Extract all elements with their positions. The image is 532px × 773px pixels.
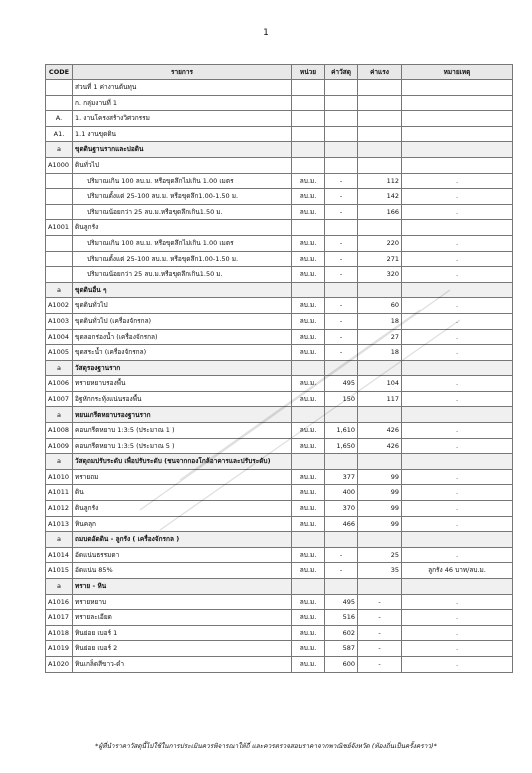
cell-item: ปริมาณตั้งแต่ 25-100 ลบ.ม. หรือขุดลึก1.00-1.50 ม. (73, 251, 292, 267)
cell-material-cost (325, 360, 358, 376)
cell-code: A1016 (46, 594, 73, 610)
cell-remark (402, 80, 513, 96)
cell-remark (402, 282, 513, 298)
table-row (46, 204, 513, 220)
cell-material-cost: 1,610 (325, 423, 358, 439)
cell-unit: ลบ.ม. (292, 469, 325, 485)
cell-material-cost (325, 95, 358, 111)
cell-unit (292, 407, 325, 423)
cell-code: A1020 (46, 656, 73, 672)
cell-remark: . (402, 641, 513, 657)
table-row (46, 235, 513, 251)
cell-code (46, 80, 73, 96)
table-row (46, 329, 513, 345)
cell-remark: . (402, 173, 513, 189)
cell-material-cost: 377 (325, 469, 358, 485)
cell-unit: ลบ.ม. (292, 625, 325, 641)
table-row (46, 625, 513, 641)
cell-labor-cost: 426 (358, 438, 402, 454)
cell-labor-cost: 142 (358, 189, 402, 205)
table-row (46, 111, 513, 127)
cell-unit (292, 360, 325, 376)
cell-remark: . (402, 267, 513, 283)
table-row (46, 251, 513, 267)
cell-unit (292, 95, 325, 111)
cell-code: a (46, 282, 73, 298)
cell-labor-cost: 99 (358, 501, 402, 517)
cell-labor-cost (358, 126, 402, 142)
cell-material-cost: - (325, 251, 358, 267)
table-row (46, 594, 513, 610)
cell-remark: . (402, 189, 513, 205)
cell-code (46, 95, 73, 111)
cell-labor-cost: 60 (358, 298, 402, 314)
cell-unit (292, 282, 325, 298)
cell-unit: ลบ.ม. (292, 189, 325, 205)
header-labor-cost: ค่าแรง (358, 65, 402, 80)
cell-unit (292, 80, 325, 96)
cell-code: A1013 (46, 516, 73, 532)
cell-remark: . (402, 235, 513, 251)
cell-item: คอนกรีตหยาบ 1:3:5 (ประมาณ 5 ) (73, 438, 292, 454)
cell-remark: . (402, 298, 513, 314)
cell-unit: ลบ.ม. (292, 313, 325, 329)
cell-code: A1015 (46, 563, 73, 579)
cell-item: อิฐหักกระทุ้งแน่นรองพื้น (73, 391, 292, 407)
cell-material-cost: - (325, 189, 358, 205)
table-row (46, 267, 513, 283)
cell-code (46, 173, 73, 189)
cell-item: ขุดลอกร่องน้ำ (เครื่องจักรกล) (73, 329, 292, 345)
cell-labor-cost: 99 (358, 516, 402, 532)
cell-remark: . (402, 625, 513, 641)
cell-material-cost: - (325, 267, 358, 283)
cell-unit (292, 579, 325, 595)
cell-code: A1019 (46, 641, 73, 657)
cell-labor-cost: 25 (358, 547, 402, 563)
cell-code: A1017 (46, 610, 73, 626)
cell-unit: ลบ.ม. (292, 438, 325, 454)
cell-code: A1011 (46, 485, 73, 501)
cell-code: a (46, 532, 73, 548)
cell-labor-cost: - (358, 656, 402, 672)
cell-code: a (46, 142, 73, 158)
cell-remark (402, 95, 513, 111)
cell-material-cost: - (325, 547, 358, 563)
cell-remark: . (402, 391, 513, 407)
cell-unit (292, 532, 325, 548)
cell-item: ปริมาณเกิน 100 ลบ.ม. หรือขุดลึกไม่เกิน 1.00 เมตร (73, 235, 292, 251)
cell-remark (402, 407, 513, 423)
table-row (46, 454, 513, 470)
cell-item: 1. งานโครงสร้างวิศวกรรม (73, 111, 292, 127)
cell-unit: ลบ.ม. (292, 501, 325, 517)
cell-labor-cost (358, 360, 402, 376)
table-row (46, 438, 513, 454)
cell-item: ปริมาณตั้งแต่ 25-100 ลบ.ม. หรือขุดลึก1.00-1.50 ม. (73, 189, 292, 205)
cell-material-cost (325, 157, 358, 173)
cell-unit: ลบ.ม. (292, 594, 325, 610)
cell-material-cost: - (325, 345, 358, 361)
table-row (46, 423, 513, 439)
cell-remark: . (402, 469, 513, 485)
table-row (46, 142, 513, 158)
cell-code: A1010 (46, 469, 73, 485)
cell-code: a (46, 360, 73, 376)
cell-item: หินคลุก (73, 516, 292, 532)
cell-labor-cost (358, 111, 402, 127)
cell-code: A1012 (46, 501, 73, 517)
cell-material-cost: 370 (325, 501, 358, 517)
table-row (46, 485, 513, 501)
cell-item: ทรายหยาบรองพื้น (73, 376, 292, 392)
cell-unit (292, 111, 325, 127)
cell-remark: . (402, 251, 513, 267)
cell-code: a (46, 454, 73, 470)
cell-labor-cost: 99 (358, 485, 402, 501)
cell-remark: . (402, 345, 513, 361)
cell-item: ขุดดินอื่น ๆ (73, 282, 292, 298)
cell-item: ดินทั่วไป (73, 157, 292, 173)
table-row (46, 641, 513, 657)
cell-labor-cost (358, 95, 402, 111)
cell-code: a (46, 579, 73, 595)
cell-code (46, 189, 73, 205)
cell-code: A. (46, 111, 73, 127)
cell-code: A1003 (46, 313, 73, 329)
table-row (46, 189, 513, 205)
cell-unit (292, 454, 325, 470)
table-row (46, 298, 513, 314)
cell-labor-cost (358, 407, 402, 423)
cell-code: A1006 (46, 376, 73, 392)
cell-material-cost (325, 111, 358, 127)
table-row (46, 563, 513, 579)
cell-code (46, 235, 73, 251)
cell-labor-cost: 320 (358, 267, 402, 283)
table-row (46, 345, 513, 361)
cell-labor-cost: - (358, 641, 402, 657)
cell-material-cost: 495 (325, 376, 358, 392)
cell-item: อัดแน่น 85% (73, 563, 292, 579)
cell-labor-cost: 112 (358, 173, 402, 189)
cell-item: ขุดดินทั่วไป (73, 298, 292, 314)
header-remark: หมายเหตุ (402, 65, 513, 80)
cell-remark: . (402, 423, 513, 439)
cell-unit: ลบ.ม. (292, 423, 325, 439)
price-table (45, 64, 513, 673)
cell-material-cost (325, 80, 358, 96)
cell-remark: . (402, 329, 513, 345)
cell-remark: ลูกรัง 46 บาท/ลบ.ม. (402, 563, 513, 579)
table-row (46, 579, 513, 595)
cell-item: ดินลูกรัง (73, 220, 292, 236)
table-row (46, 157, 513, 173)
cell-material-cost: 600 (325, 656, 358, 672)
cell-unit: ลบ.ม. (292, 298, 325, 314)
table-row (46, 391, 513, 407)
table-row (46, 547, 513, 563)
cell-remark (402, 454, 513, 470)
cell-item: ขุดดินฐานรากและบ่อดิน (73, 142, 292, 158)
cell-item: ทรายละเอียด (73, 610, 292, 626)
cell-labor-cost: 166 (358, 204, 402, 220)
cell-labor-cost (358, 80, 402, 96)
cell-material-cost: 602 (325, 625, 358, 641)
cell-code: A1007 (46, 391, 73, 407)
cell-unit: ลบ.ม. (292, 391, 325, 407)
cell-unit: ลบ.ม. (292, 267, 325, 283)
cell-labor-cost: 426 (358, 423, 402, 439)
cell-code: a (46, 407, 73, 423)
cell-unit: ลบ.ม. (292, 610, 325, 626)
table-header-row (46, 65, 513, 80)
cell-material-cost: - (325, 313, 358, 329)
header-item: รายการ (73, 65, 292, 80)
header-code: CODE (46, 65, 73, 80)
cell-item: ปริมาณเกิน 100 ลบ.ม. หรือขุดลึกไม่เกิน 1.00 เมตร (73, 173, 292, 189)
cell-material-cost (325, 407, 358, 423)
cell-unit (292, 142, 325, 158)
cell-item: ปริมาณน้อยกว่า 25 ลบ.ม.หรือขุดลึกเกิน1.50 ม. (73, 267, 292, 283)
table-row (46, 532, 513, 548)
table-row (46, 407, 513, 423)
table-row (46, 80, 513, 96)
cell-material-cost: 150 (325, 391, 358, 407)
table-row (46, 656, 513, 672)
cell-labor-cost: 220 (358, 235, 402, 251)
cell-item: หินย่อย เบอร์ 1 (73, 625, 292, 641)
cell-code: A1001 (46, 220, 73, 236)
header-material-cost: ค่าวัสดุ (325, 65, 358, 80)
cell-labor-cost (358, 579, 402, 595)
cell-material-cost: 516 (325, 610, 358, 626)
cell-remark: . (402, 594, 513, 610)
cell-unit (292, 126, 325, 142)
cell-labor-cost: - (358, 625, 402, 641)
cell-unit: ลบ.ม. (292, 204, 325, 220)
cell-labor-cost: - (358, 610, 402, 626)
cell-unit: ลบ.ม. (292, 563, 325, 579)
cell-labor-cost: 18 (358, 345, 402, 361)
cell-labor-cost: 18 (358, 313, 402, 329)
cell-item: ทราย - หิน (73, 579, 292, 595)
cell-unit: ลบ.ม. (292, 641, 325, 657)
table-row (46, 469, 513, 485)
cell-material-cost: - (325, 298, 358, 314)
cell-item: ปริมาณน้อยกว่า 25 ลบ.ม.หรือขุดลึกเกิน1.50 ม. (73, 204, 292, 220)
cell-item: ขุดดินทั่วไป (เครื่องจักรกล) (73, 313, 292, 329)
cell-remark: . (402, 610, 513, 626)
cell-material-cost: - (325, 329, 358, 345)
cell-item: ส่วนที่ 1 ค่างานต้นทุน (73, 80, 292, 96)
cell-material-cost: 400 (325, 485, 358, 501)
table-row (46, 220, 513, 236)
cell-code (46, 251, 73, 267)
cell-material-cost (325, 532, 358, 548)
cell-labor-cost: 104 (358, 376, 402, 392)
cell-unit: ลบ.ม. (292, 345, 325, 361)
cell-material-cost (325, 282, 358, 298)
cell-code: A1005 (46, 345, 73, 361)
cell-item: หยนเกรีตหยาบรองฐานราก (73, 407, 292, 423)
table-body (46, 80, 513, 673)
cell-material-cost (325, 126, 358, 142)
cell-item: ถมบดอัดดิน - ลูกรัง ( เครื่องจักรกล ) (73, 532, 292, 548)
cell-code (46, 204, 73, 220)
cell-material-cost (325, 142, 358, 158)
cell-labor-cost (358, 282, 402, 298)
cell-unit: ลบ.ม. (292, 656, 325, 672)
cell-item: หินเกล็ดสีขาว-ดำ (73, 656, 292, 672)
cell-item: หินย่อย เบอร์ 2 (73, 641, 292, 657)
cell-material-cost: 587 (325, 641, 358, 657)
cell-unit (292, 157, 325, 173)
cell-remark (402, 126, 513, 142)
cell-labor-cost (358, 142, 402, 158)
cell-item: ก. กลุ่มงานที่ 1 (73, 95, 292, 111)
cell-item: ดินลูกรัง (73, 501, 292, 517)
cell-code: A1009 (46, 438, 73, 454)
cell-item: อัดแน่นธรรมดา (73, 547, 292, 563)
cell-material-cost: - (325, 173, 358, 189)
cell-item: 1.1 งานขุดดิน (73, 126, 292, 142)
cell-item: ขุดสระน้ำ (เครื่องจักรกล) (73, 345, 292, 361)
cell-code: A1008 (46, 423, 73, 439)
cell-remark: . (402, 204, 513, 220)
cell-material-cost: 466 (325, 516, 358, 532)
cell-item: วัสดุถมปรับระดับ เพื่อปรับระดับ (ชนจากกองโกล้อาคารและปรับระดับ) (73, 454, 292, 470)
cell-labor-cost (358, 454, 402, 470)
table-row (46, 173, 513, 189)
table-row (46, 126, 513, 142)
cell-unit: ลบ.ม. (292, 516, 325, 532)
table-row (46, 376, 513, 392)
cell-unit: ลบ.ม. (292, 547, 325, 563)
table-row (46, 610, 513, 626)
cell-item: คอนกรีตหยาบ 1:3:5 (ประมาณ 1 ) (73, 423, 292, 439)
cell-material-cost: - (325, 204, 358, 220)
cell-material-cost (325, 579, 358, 595)
cell-material-cost: - (325, 563, 358, 579)
cell-item: ทรายถม (73, 469, 292, 485)
table-row (46, 95, 513, 111)
cell-remark (402, 157, 513, 173)
cell-unit: ลบ.ม. (292, 173, 325, 189)
cell-material-cost (325, 220, 358, 236)
cell-material-cost (325, 454, 358, 470)
cell-labor-cost: 117 (358, 391, 402, 407)
cell-labor-cost (358, 157, 402, 173)
cell-remark (402, 360, 513, 376)
cell-unit: ลบ.ม. (292, 329, 325, 345)
cell-labor-cost (358, 532, 402, 548)
cell-labor-cost: - (358, 594, 402, 610)
cell-remark (402, 579, 513, 595)
cell-material-cost: 1,650 (325, 438, 358, 454)
cell-labor-cost: 99 (358, 469, 402, 485)
cell-remark: . (402, 656, 513, 672)
page-number: 1 (263, 28, 269, 38)
cell-unit (292, 220, 325, 236)
table-row (46, 282, 513, 298)
cell-material-cost: 495 (325, 594, 358, 610)
table-row (46, 501, 513, 517)
cell-remark: . (402, 501, 513, 517)
cell-remark: . (402, 485, 513, 501)
cell-code: A1004 (46, 329, 73, 345)
cell-labor-cost: 35 (358, 563, 402, 579)
cell-code: A1014 (46, 547, 73, 563)
cell-remark (402, 532, 513, 548)
footnote: *ผู้ที่นำราคาวัสดุนี้ไปใช้ในการประเมินควรพิจารณาให้ถี่ และควรตรวจสอบราคาจากพาณิชย์จังหวัด (ท้องถิ่นเป็นครั้งคราว)* (95, 742, 437, 750)
table-row (46, 313, 513, 329)
cell-item: วัสดุรองฐานราก (73, 360, 292, 376)
cell-code (46, 267, 73, 283)
cell-item: ทรายหยาบ (73, 594, 292, 610)
cell-code: A1. (46, 126, 73, 142)
header-unit: หน่วย (292, 65, 325, 80)
cell-remark: . (402, 516, 513, 532)
cell-remark: . (402, 376, 513, 392)
cell-unit: ลบ.ม. (292, 485, 325, 501)
cell-item: ดิน (73, 485, 292, 501)
cell-labor-cost: 27 (358, 329, 402, 345)
cell-material-cost: - (325, 235, 358, 251)
table-row (46, 360, 513, 376)
cell-code: A1002 (46, 298, 73, 314)
cell-remark: . (402, 547, 513, 563)
cell-unit: ลบ.ม. (292, 376, 325, 392)
cell-labor-cost (358, 220, 402, 236)
cell-remark: . (402, 313, 513, 329)
cell-unit: ลบ.ม. (292, 235, 325, 251)
cell-remark (402, 111, 513, 127)
table-row (46, 516, 513, 532)
cell-remark (402, 220, 513, 236)
cell-code: A1000 (46, 157, 73, 173)
cell-unit: ลบ.ม. (292, 251, 325, 267)
cell-remark: . (402, 438, 513, 454)
cell-code: A1018 (46, 625, 73, 641)
cell-remark (402, 142, 513, 158)
cell-labor-cost: 271 (358, 251, 402, 267)
